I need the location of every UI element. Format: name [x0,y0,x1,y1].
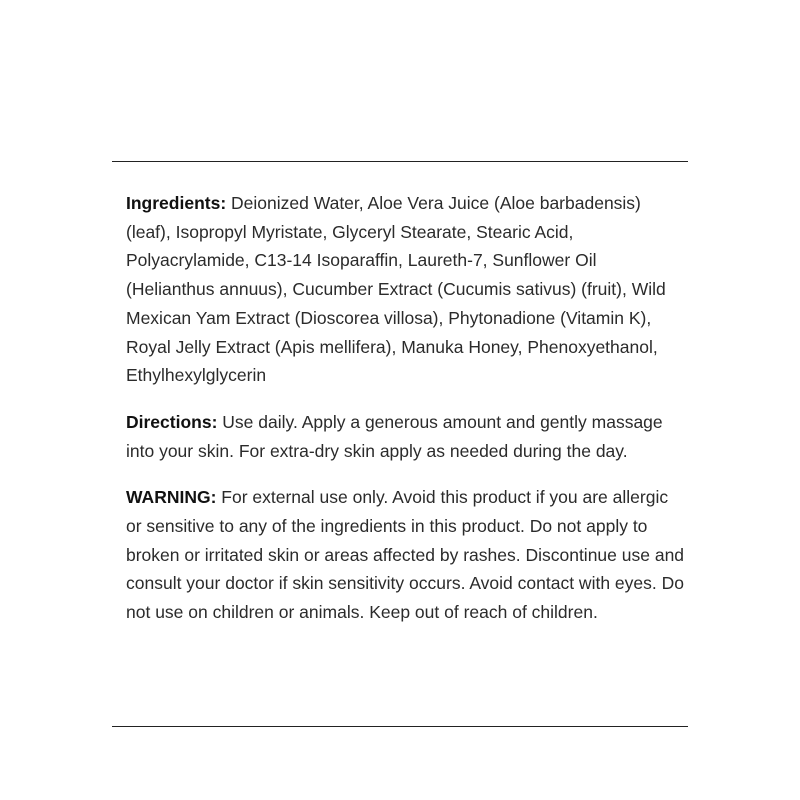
warning-label: WARNING: [126,487,217,508]
ingredients-text: Deionized Water, Aloe Vera Juice (Aloe barbadensis) (leaf), Isopropyl Myristate, Glyceryl Stearate, Stearic Acid, Polyacrylamide, C13-14 Isoparaffin, Laureth-7, Sunflower Oil (Helianthus annuus), Cucumber Extract (Cucumis sativus) (fruit), Wild Mexican Yam Extract (Dioscorea villosa), Phytonadione (Vitamin K), Royal Jelly Extract (Apis mellifera), Manuka Honey, Phenoxyethanol, Ethylhexylglycerin [126,193,666,386]
top-divider [112,161,688,162]
warning-text: For external use only. Avoid this product if you are allergic or sensitive to any of the ingredients in this product. Do not apply to broken or irritated skin or areas affected by rashes. Discontinue use and consult your doctor if skin sensitivity occurs. Avoid contact with eyes. Do not use on children or animals. Keep out of reach of children. [126,487,685,623]
warning-paragraph [126,483,686,627]
bottom-divider [112,726,688,727]
directions-text: Use daily. Apply a generous amount and gently massage into your skin. For extra-dry skin apply as needed during the day. [126,411,663,461]
product-info-content [126,189,686,645]
directions-label: Directions: [126,411,218,432]
directions-paragraph [126,408,686,465]
ingredients-paragraph [126,189,686,390]
ingredients-label: Ingredients: [126,193,227,213]
